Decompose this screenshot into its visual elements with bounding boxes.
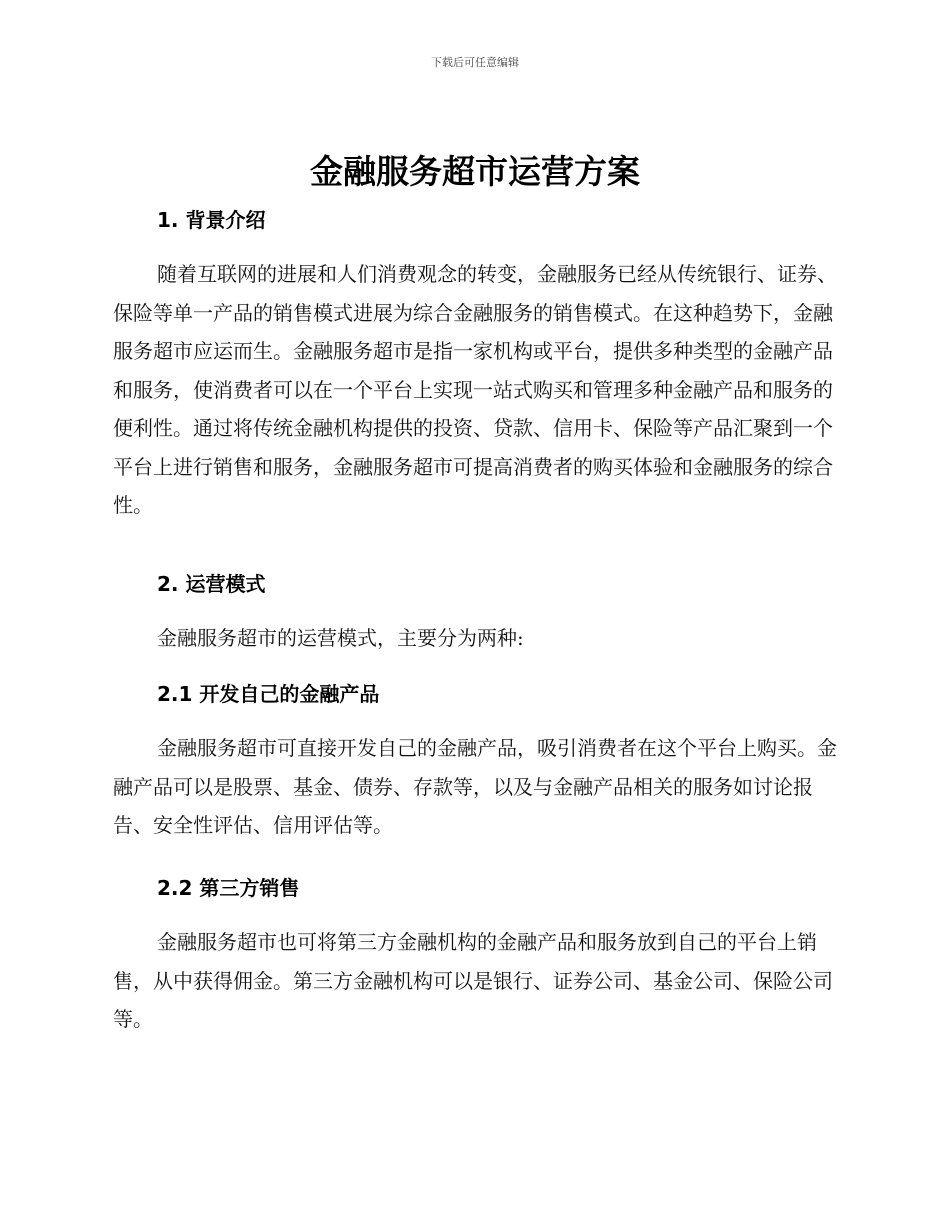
section-heading-third-party: 2.2 第三方销售 — [157, 876, 300, 900]
section-heading-own-products: 2.1 开发自己的金融产品 — [157, 682, 380, 706]
section-heading-background: 1. 背景介绍 — [157, 208, 266, 232]
section-heading-operation-mode: 2. 运营模式 — [157, 572, 266, 596]
section-paragraph-third-party: 金融服务超市也可将第三方金融机构的金融产品和服务放到自己的平台上销售，从中获得佣金。第三方金融机构可以是银行、证券公司、基金公司、保险公司等。 — [113, 930, 833, 1031]
document-title: 金融服务超市运营方案 — [310, 152, 640, 191]
page-header: 下载后可任意编辑 — [431, 56, 519, 69]
section-paragraph-background: 随着互联网的进展和人们消费观念的转变，金融服务已经从传统银行、证券、保险等单一产品的销售模式进展为综合金融服务的销售模式。在这种趋势下，金融服务超市应运而生。金融服务超市是指一家机构或平台，提供多种类型的金融产品和服务，使消费者可以在一个平台上实现一站式购买和管理多种金融产品和服务的便利性。通过将传统金融机构提供的投资、贷款、信用卡、保险等产品汇聚到一个平台上进行销售和服务，金融服务超市可提高消费者的购买体验和金融服务的综合性。 — [113, 262, 837, 517]
section-paragraph-operation-mode: 金融服务超市的运营模式，主要分为两种: — [157, 626, 524, 650]
section-paragraph-own-products: 金融服务超市可直接开发自己的金融产品，吸引消费者在这个平台上购买。金融产品可以是股票、基金、债券、存款等，以及与金融产品相关的服务如讨论报告、安全性评估、信用评估等。 — [113, 736, 837, 837]
